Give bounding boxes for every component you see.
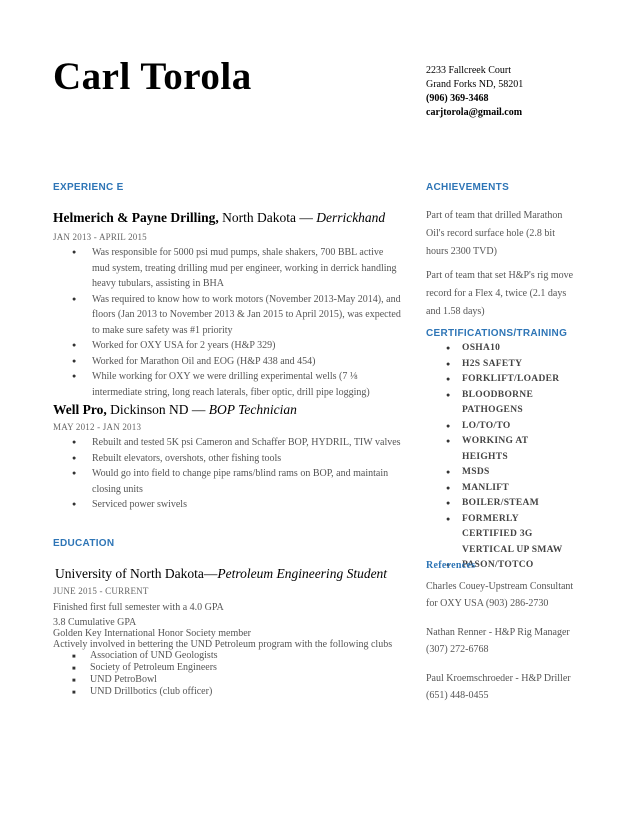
experience-heading: EXPERIENC E (53, 182, 124, 193)
achievements-heading: ACHIEVEMENTS (426, 182, 510, 193)
reference-line: (651) 448-0455 (426, 690, 489, 701)
list-item: ● Was responsible for 5000 psi mud pumps, shale shakers, 700 BBL active mud system, treating drilling mud per engineer, working in derrick handling heavy tubulars, assisting in BHA (72, 245, 402, 292)
list-item: ● Rebuilt elevators, overshots, other fishing tools (72, 451, 402, 467)
list-item: ● MANLIFT (426, 481, 576, 497)
education-line: Actively involved in bettering the UND Petroleum program with the following clubs (53, 639, 393, 650)
list-item: ● WORKING AT HEIGHTS (426, 434, 576, 465)
contact-block (426, 64, 523, 120)
job-company: Helmerich & Payne Drilling, (53, 210, 219, 225)
list-item: ● BOILER/STEAM (426, 496, 576, 512)
applicant-name: Carl Torola (53, 55, 252, 98)
list-item: ● OSHA10 (426, 341, 576, 357)
achievement-item: Part of team that set H&P's rig move record for a Flex 4, twice (2.1 days and 1.58 days) (426, 270, 574, 317)
reference-line: Nathan Renner - H&P Rig Manager (426, 627, 570, 638)
clubs-list (72, 650, 402, 698)
job-bullets (72, 435, 402, 513)
education-heading: EDUCATION (53, 538, 115, 549)
address-line-1: 2233 Fallcreek Court (426, 65, 511, 76)
job-role: Derrickhand (316, 210, 386, 225)
job-location: Dickinson ND — (106, 402, 209, 417)
email[interactable]: carjtorola@gmail.com (426, 107, 523, 118)
list-item: ● H2S SAFETY (426, 357, 576, 373)
job-dates: JAN 2013 - APRIL 2015 (53, 232, 147, 242)
list-item: ● BLOODBORNE PATHOGENS (426, 388, 576, 419)
reference-item (426, 670, 571, 704)
education-dates: JUNE 2015 - CURRENT (53, 586, 149, 596)
school-name: University of North Dakota— (55, 566, 218, 581)
job-title-line (53, 210, 385, 226)
list-item: ● Would go into field to change pipe rams/blind rams on BOP, and maintain closing units (72, 466, 402, 497)
phone: (906) 369-3468 (426, 93, 489, 104)
reference-line: (307) 272-6768 (426, 644, 489, 655)
degree-name: Petroleum Engineering Student (217, 566, 388, 581)
list-item: ■ Society of Petroleum Engineers (72, 662, 402, 674)
list-item: ● PASON/TOTCO (426, 558, 576, 574)
list-item: ● FORMERLY CERTIFIED 3G VERTICAL UP SMAW (426, 512, 576, 559)
list-item: ● FORKLIFT/LOADER (426, 372, 576, 388)
reference-item (426, 624, 570, 658)
job-bullets (72, 245, 402, 400)
education-title-line (55, 566, 387, 582)
address-line-2: Grand Forks ND, 58201 (426, 79, 524, 90)
achievement-item: Part of team that drilled Marathon Oil's record surface hole (2.8 bit hours 2300 TVD) (426, 210, 563, 257)
reference-line: Charles Couey-Upstream Consultant (426, 581, 574, 592)
job-title-line (53, 402, 297, 418)
list-item: ■ UND PetroBowl (72, 674, 402, 686)
job-role: BOP Technician (208, 402, 297, 417)
list-item: ● While working for OXY we were drilling experimental wells (7 ⅛ intermediate string, long reach laterals, fiber optic, drill pipe logging) (72, 369, 402, 400)
reference-line: Paul Kroemschroeder - H&P Driller (426, 673, 571, 684)
list-item: ■ UND Drillbotics (club officer) (72, 686, 402, 698)
job-company: Well Pro, (53, 402, 107, 417)
job-location: North Dakota — (218, 210, 317, 225)
reference-item (426, 578, 573, 612)
certifications-heading: CERTIFICATIONS/TRAINING (426, 328, 568, 339)
list-item: ● MSDS (426, 465, 576, 481)
list-item: ● Serviced power swivels (72, 497, 402, 513)
list-item: ● Rebuilt and tested 5K psi Cameron and Schaffer BOP, HYDRIL, TIW valves (72, 435, 402, 451)
references-heading: References (426, 560, 476, 571)
list-item: ● Was required to know how to work motors (November 2013-May 2014), and floors (Jan 2013 to November 2013 & Jan 2015 to April 2015), was expected to make sure safety was #1 priority (72, 292, 402, 339)
job-dates: MAY 2012 - JAN 2013 (53, 422, 142, 432)
education-details (53, 617, 392, 650)
education-line: Finished first full semester with a 4.0 GPA (53, 602, 224, 613)
education-line: 3.8 Cumulative GPA (53, 617, 137, 628)
reference-line: for OXY USA (903) 286-2730 (426, 598, 549, 609)
list-item: ● Worked for Marathon Oil and EOG (H&P 438 and 454) (72, 354, 402, 370)
list-item: ● Worked for OXY USA for 2 years (H&P 329) (72, 338, 402, 354)
certifications-list (426, 341, 576, 574)
education-line: Golden Key International Honor Society member (53, 628, 251, 639)
list-item: ■ Association of UND Geologists (72, 650, 402, 662)
list-item: ● LO/TO/TO (426, 419, 576, 435)
